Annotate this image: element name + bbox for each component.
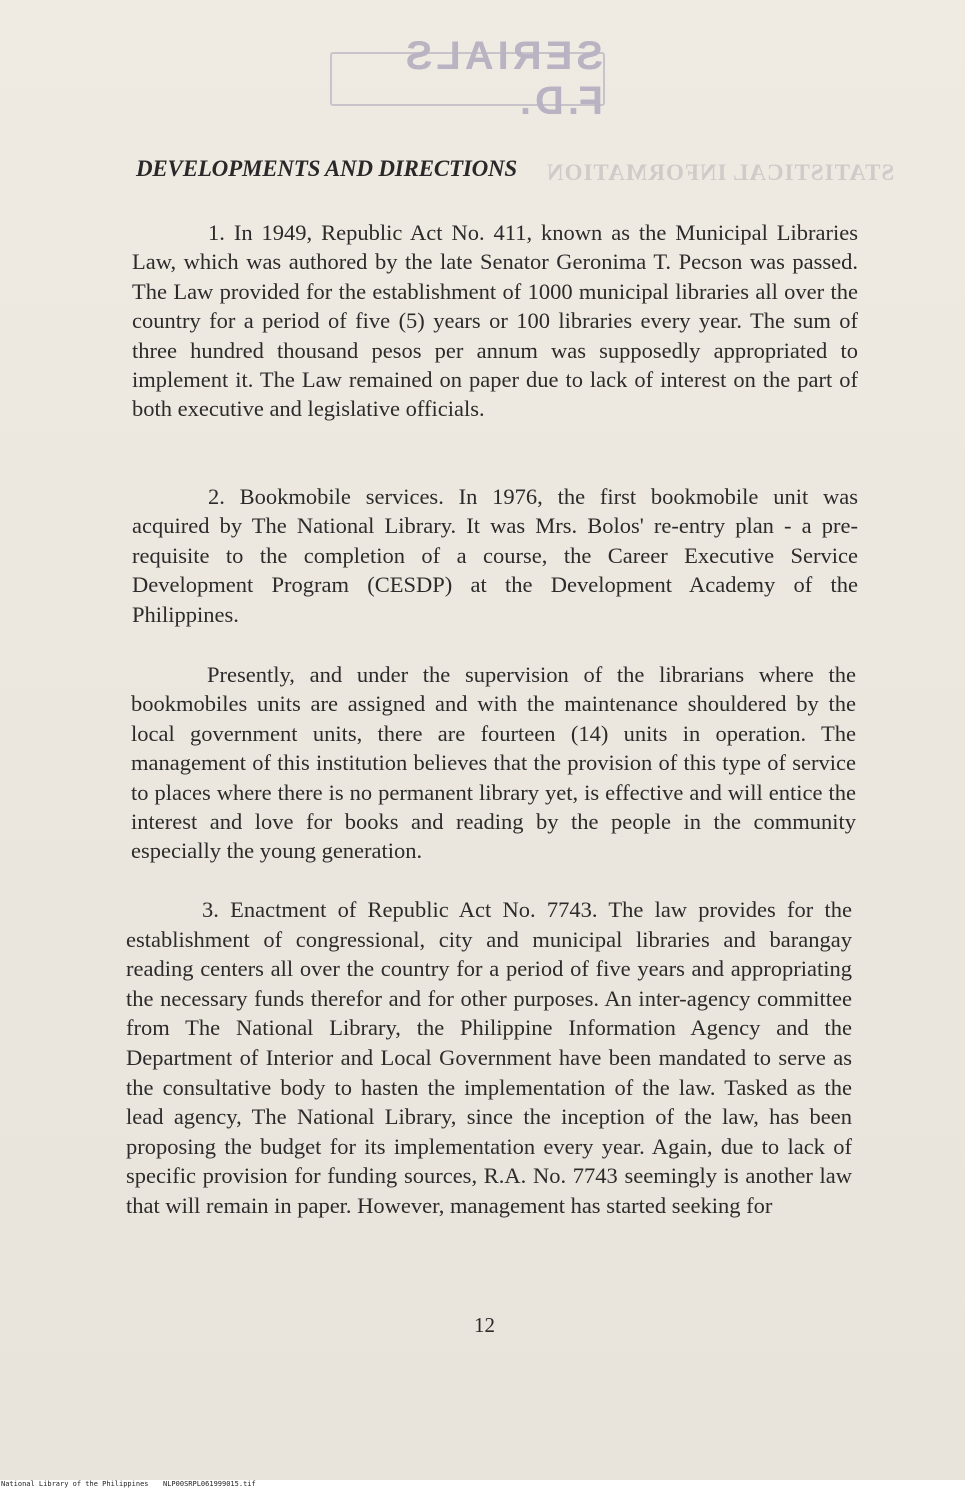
- paragraph-republic-act-7743: 3. Enactment of Republic Act No. 7743. The law provides for the establishment of congressional, city and municipal libraries and barangay reading centers all over the country for a period of five years and appropriating the necessary funds therefor and for other purposes. An inter-agency committee from The National Library, the Philippine Information Agency and the Department of Interior and Local Government have been mandated to serve as the consultative body to hasten the implementation of the law. Tasked as the lead agency, The National Library, since the inception of the law, has been proposing the budget for its implementation every year. Again, due to lack of specific provision for funding sources, R.A. No. 7743 seemingly is another law that will remain in paper. However, management has started seeking for: [126, 897, 852, 1218]
- paragraph-municipal-libraries-law: 1. In 1949, Republic Act No. 411, known as the Municipal Libraries Law, which was authored by the late Senator Geronima T. Pecson was passed. The Law provided for the establishment of 1000 municipal libraries all over the country for a period of five (5) years or 100 libraries every year. The sum of three hundred thousand pesos per annum was supposedly appropriated to implement it. The Law remained on paper due to lack of interest on the part of both executive and legislative officials.: [132, 220, 858, 422]
- scan-footer: [0, 1480, 965, 1489]
- section-heading: DEVELOPMENTS AND DIRECTIONS: [136, 156, 517, 181]
- stamp-text: SERIALS F.D.: [401, 34, 603, 123]
- paragraph-bookmobile-operations: Presently, and under the supervision of the librarians where the bookmobiles units are assigned and with the maintenance shouldered by the local government units, there are fourteen (14) units in operation. The management of this institution believes that the provision of this type of service to places where there is no permanent library yet, is effective and will entice the interest and love for books and reading by the people in the community especially the young generation.: [131, 662, 856, 864]
- footer-file-id: NLP00SRPL061999015.tif: [163, 1480, 256, 1488]
- page-number: 12: [474, 1313, 495, 1337]
- heading-bleedthrough: STATISTICAL INFORMATION: [546, 160, 895, 185]
- serials-stamp: [330, 34, 605, 123]
- paragraph-bookmobile-services: 2. Bookmobile services. In 1976, the first bookmobile unit was acquired by The National Library. It was Mrs. Bolos' re-entry plan - a pre-requisite to the completion of a course, the Career Executive Service Development Program (CESDP) at the Development Academy of the Philippines.: [132, 484, 858, 627]
- footer-institution: National Library of the Philippines: [1, 1480, 149, 1488]
